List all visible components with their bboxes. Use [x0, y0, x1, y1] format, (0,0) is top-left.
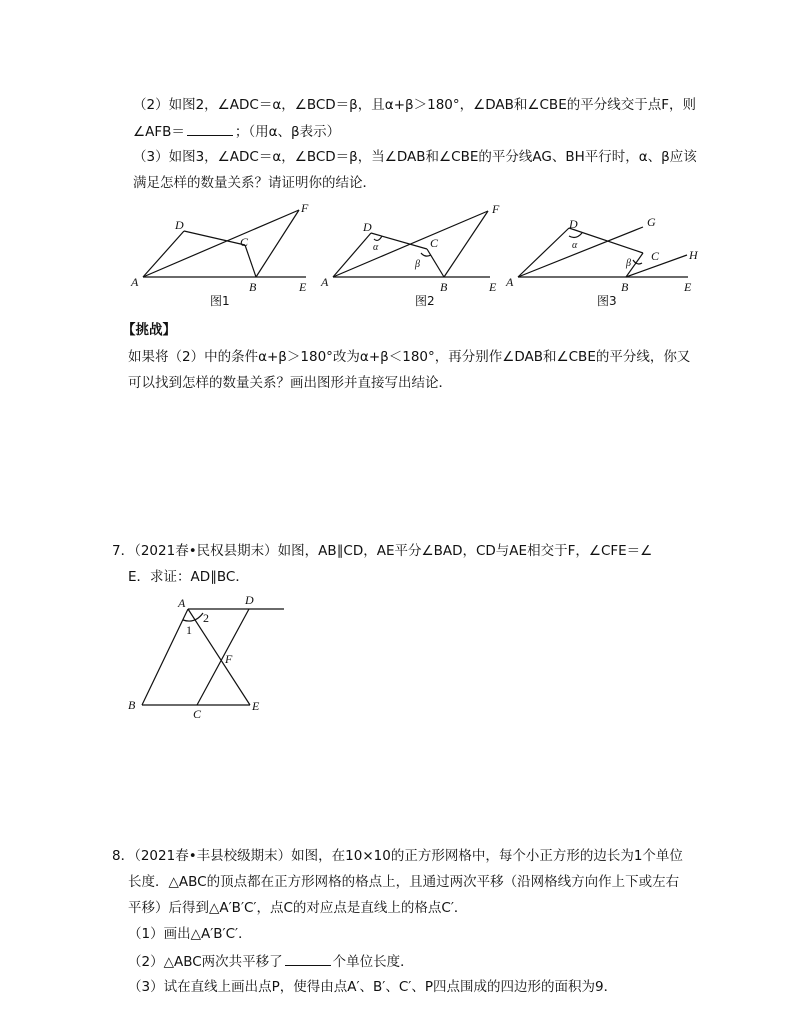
fig2-label-b: B [440, 280, 448, 294]
fig2-label-a: A [321, 275, 329, 289]
q6-part2-prefix: ∠AFB＝ [133, 124, 185, 140]
q7-line2: E．求证：AD∥BC． [128, 569, 249, 585]
fig2-beta: β [415, 259, 420, 270]
fig2-caption: 图2 [415, 294, 435, 308]
fig1-label-c: C [240, 235, 249, 249]
q8-item2-suffix: 个单位长度． [332, 954, 414, 970]
q7-line1: 7．（2021春•民权县期末）如图，AB∥CD，AE平分∠BAD，CD与AE相交于F，∠CFE＝∠ [112, 543, 653, 559]
fig3-label-h: H [689, 248, 698, 262]
q7-figure [142, 609, 284, 705]
fig2-label-e: E [489, 280, 497, 294]
fig3-label-b: B [621, 280, 629, 294]
figure-2 [333, 211, 490, 277]
fig3-label-a: A [506, 275, 514, 289]
q8-item1: （1）画出△A′B′C′． [128, 926, 252, 942]
fig3-label-c: C [651, 249, 660, 263]
q7-label-f: F [225, 652, 233, 666]
fig3-caption: 图3 [597, 294, 617, 308]
fig3-label-g: G [647, 215, 656, 229]
fig1-label-a: A [131, 275, 139, 289]
q8-item3: （3）试在直线上画出点P，使得由点A′、B′、C′、P四点围成的四边形的面积为9． [128, 979, 618, 995]
q8-line3: 平移）后得到△A′B′C′，点C的对应点是直线上的格点C′． [128, 900, 468, 916]
q7-label-e: E [252, 699, 260, 713]
fig2-alpha: α [373, 242, 379, 253]
fig3-label-d: D [569, 217, 578, 231]
fig1-label-f: F [301, 201, 309, 215]
fig3-label-e: E [684, 280, 692, 294]
q8-answer-blank[interactable] [285, 952, 331, 966]
fig2-label-f: F [492, 202, 500, 216]
fig1-label-d: D [175, 218, 184, 232]
q6-part2-suffix: ；（用α、β表示） [234, 124, 341, 140]
q6-part3-line2: 满足怎样的数量关系？请证明你的结论． [133, 175, 376, 191]
q7-label-a: A [178, 596, 186, 610]
q7-angle-1: 1 [186, 623, 192, 637]
fig1-label-e: E [299, 280, 307, 294]
fig3-alpha: α [572, 240, 578, 251]
fig1-caption: 图1 [210, 294, 230, 308]
figure-1 [143, 210, 306, 277]
q8-line1: 8．（2021春•丰县校级期末）如图，在10×10的正方形网格中，每个小正方形的边长为1个单位 [112, 848, 683, 864]
q8-item2-prefix: （2）△ABC两次共平移了 [128, 954, 283, 970]
fig2-label-c: C [430, 236, 439, 250]
figure-3 [518, 227, 688, 277]
q6-part3-line1: （3）如图3，∠ADC＝α，∠BCD＝β，当∠DAB和∠CBE的平分线AG、BH平行时，α、β应该 [133, 149, 697, 165]
q7-angle-2: 2 [203, 611, 209, 625]
q8-item2 [128, 952, 414, 971]
q8-line2: 长度．△ABC的顶点都在正方形网格的格点上，且通过两次平移（沿网格线方向作上下或左右 [128, 874, 680, 890]
fig2-label-d: D [363, 220, 372, 234]
challenge-line2: 可以找到怎样的数量关系？画出图形并直接写出结论． [128, 375, 452, 391]
fig1-label-b: B [249, 280, 257, 294]
q7-label-c: C [193, 707, 202, 721]
q7-label-b: B [128, 698, 136, 712]
q7-label-d: D [245, 593, 254, 607]
fig3-beta: β [626, 258, 631, 269]
q6-part2-line1: （2）如图2，∠ADC＝α，∠BCD＝β，且α+β＞180°，∠DAB和∠CBE的平分线交于点F，则 [133, 97, 696, 113]
challenge-title: 【挑战】 [122, 322, 176, 338]
challenge-line1: 如果将（2）中的条件α+β＞180°改为α+β＜180°，再分别作∠DAB和∠CBE的平分线，你又 [128, 349, 691, 365]
